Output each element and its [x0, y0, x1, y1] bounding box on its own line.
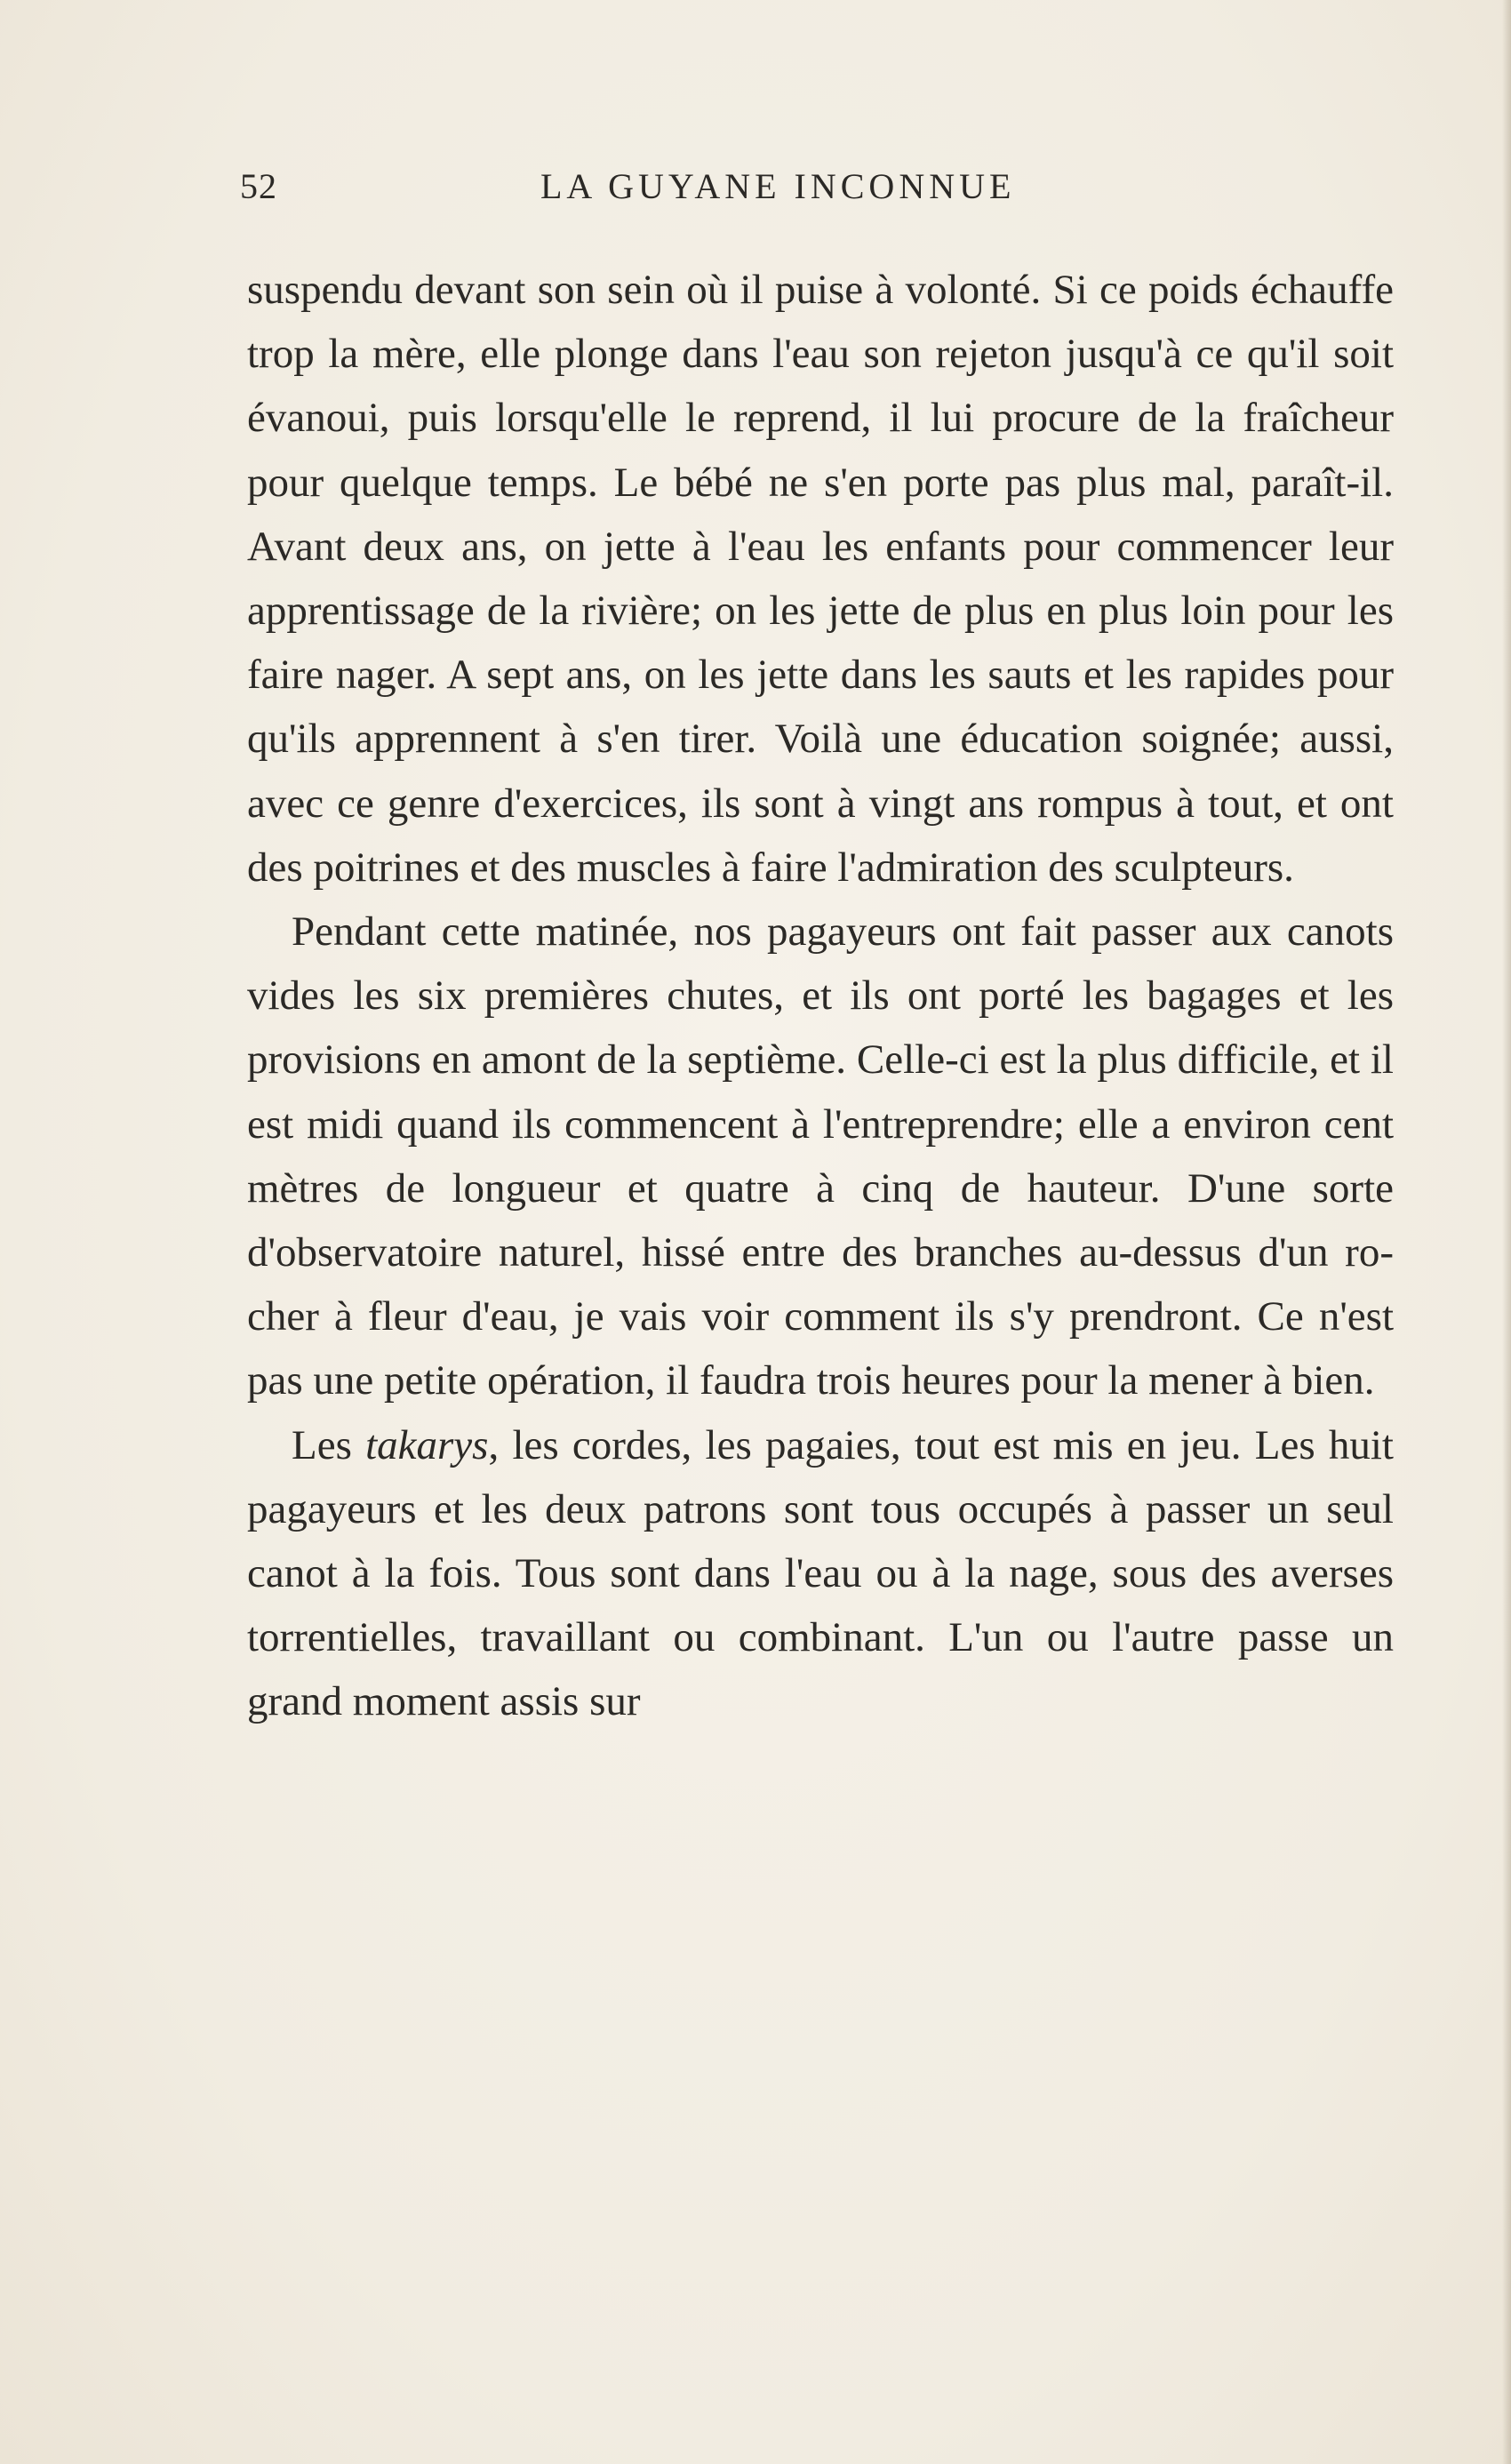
page-edge-shadow: [1502, 0, 1511, 2464]
paragraph-3: [247, 1413, 1394, 1734]
paragraph-3-text: , les cordes, les pagaies, tout est mis en jeu. Les huit pagayeurs et les deux patrons sont tous occupés à passer un seul canot à la fois. Tous sont dans l'eau ou à la nage, sous des averses torrentielles, travaillant ou combinant. L'un ou l'autre passe un grand moment assis sur: [247, 1421, 1394, 1725]
page-number: 52: [240, 166, 277, 206]
paragraph-1: suspendu devant son sein où il puise à volonté. Si ce poids échauffe trop la mère, elle plonge dans l'eau son rejeton jusqu'à ce qu'il soit évanoui, puis lorsqu'elle le reprend, il lui procure de la fraîcheur pour quelque temps. Le bébé ne s'en porte pas plus mal, paraît-il. Avant deux ans, on jette à l'eau les enfants pour commencer leur apprentissage de la rivière; on les jette de plus en plus loin pour les faire nager. A sept ans, on les jette dans les sauts et les rapides pour qu'ils apprennent à s'en tirer. Voilà une éducation soignée; aussi, avec ce genre d'exercices, ils sont à vingt ans rompus à tout, et ont des poitrines et des muscles à faire l'admiration des sculpteurs.: [247, 267, 1394, 891]
paragraph-3-italic-term: takarys: [365, 1421, 489, 1468]
page-header: [240, 165, 1395, 215]
paragraph-3-lead: Les: [292, 1421, 366, 1468]
paragraph-2: Pendant cette matinée, nos pagayeurs ont fait passer aux canots vides les six premières chutes, et ils ont porté les bagages et les provisions en amont de la septième. Celle-ci est la plus difficile, et il est midi quand ils commencent à l'entreprendre; elle a environ cent mètres de longueur et quatre à cinq de hauteur. D'une sorte d'observatoire naturel, hissé entre des branches au-dessus d'un rocher à fleur d'eau, je vais voir comment ils s'y prendront. Ce n'est pas une petite opération, il faudra trois heures pour la mener à bien.: [247, 908, 1394, 1404]
running-title: LA GUYANE INCONNUE: [540, 166, 1016, 206]
body-text: [247, 258, 1394, 1734]
